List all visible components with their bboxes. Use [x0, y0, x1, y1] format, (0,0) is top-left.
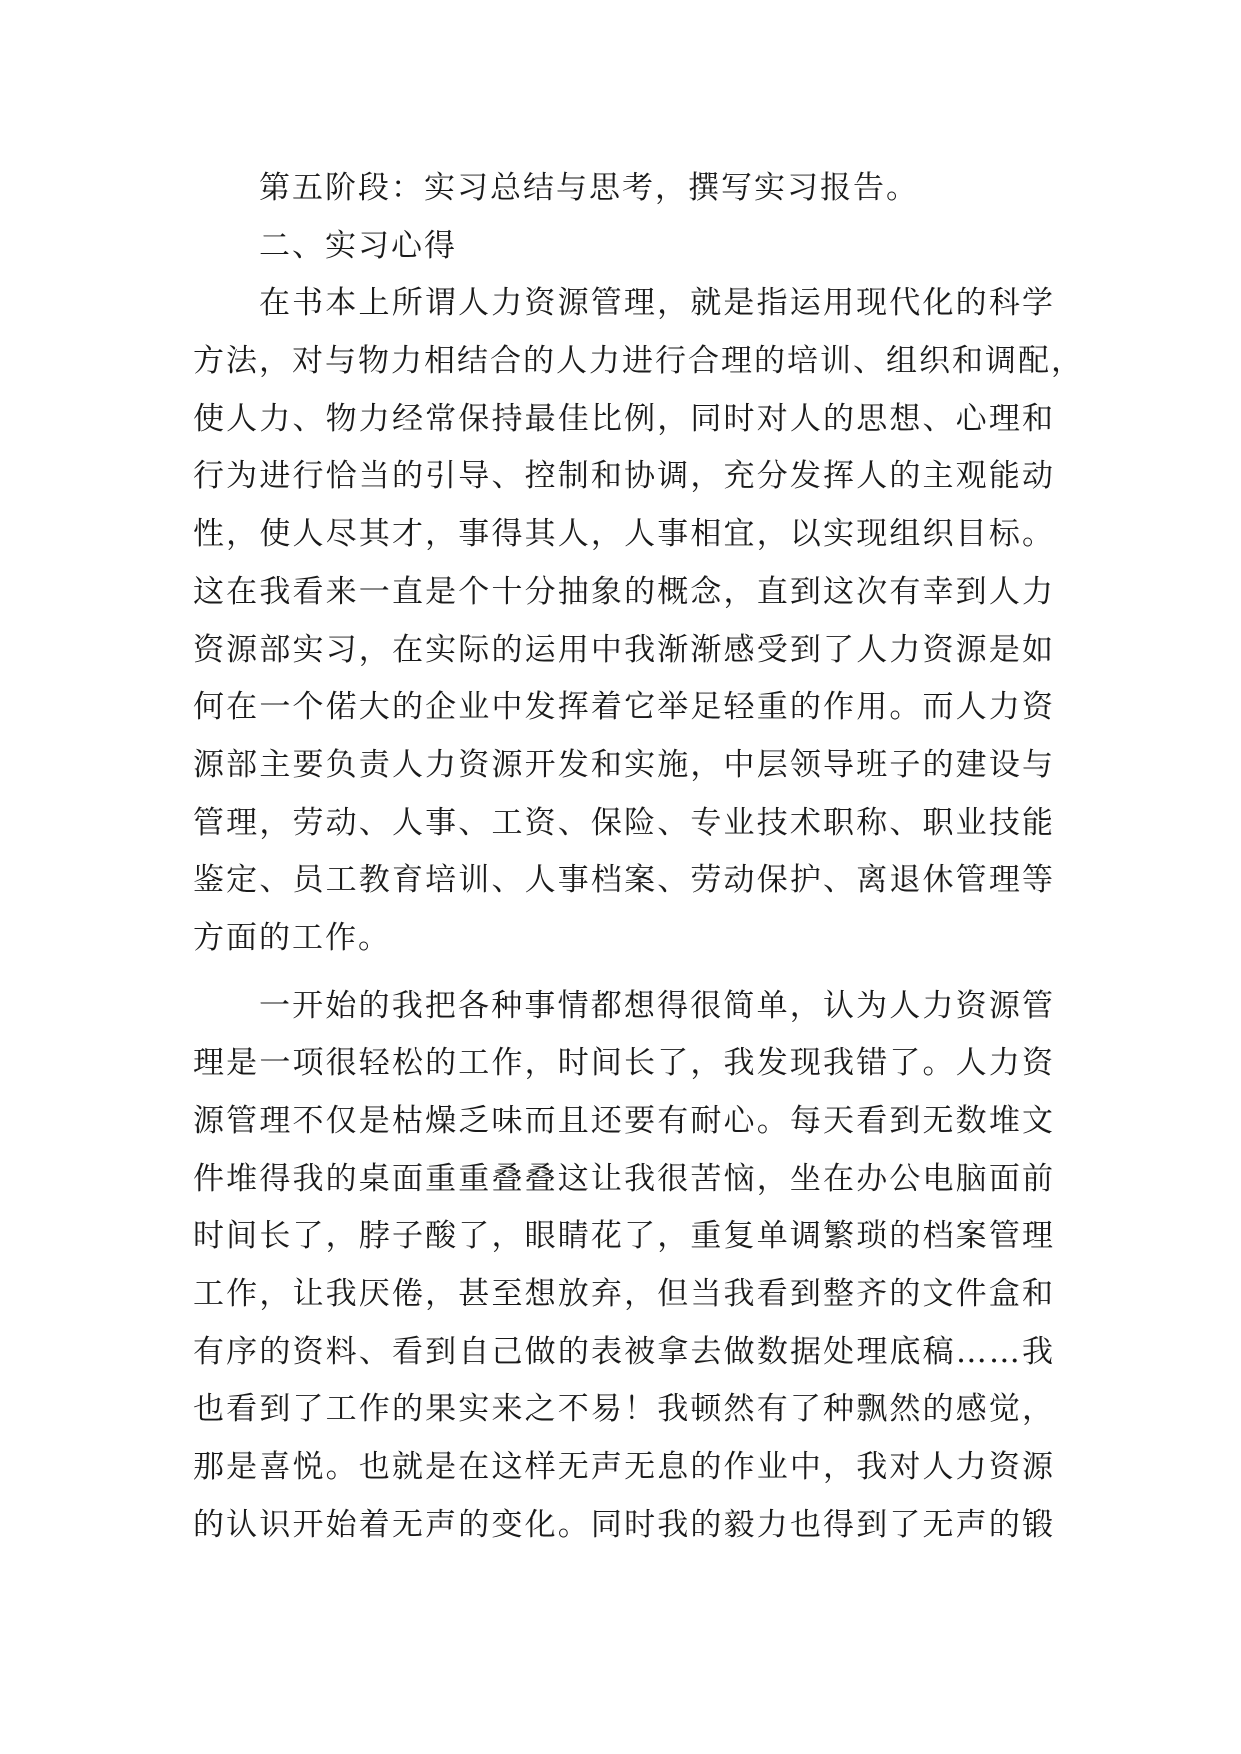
- paragraph-line: 在书本上所谓人力资源管理，就是指运用现代化的科学: [259, 285, 1055, 322]
- paragraph-line: 这在我看来一直是个十分抽象的概念，直到这次有幸到人力: [193, 573, 1055, 610]
- paragraph-line: 源部主要负责人力资源开发和实施，中层领导班子的建设与: [193, 746, 1055, 783]
- paragraph-line: 件堆得我的桌面重重叠叠这让我很苦恼，坐在办公电脑面前: [193, 1160, 1055, 1197]
- paragraph-line: 工作，让我厌倦，甚至想放弃，但当我看到整齐的文件盒和: [193, 1276, 1055, 1313]
- paragraph-line: 的认识开始着无声的变化。同时我的毅力也得到了无声的锻: [193, 1506, 1055, 1543]
- paragraph-gap: [193, 968, 1055, 978]
- paragraph-1: [193, 275, 1084, 967]
- paragraph-line: 鉴定、员工教育培训、人事档案、劳动保护、离退休管理等: [193, 862, 1055, 899]
- paragraph-line: 一开始的我把各种事情都想得很简单，认为人力资源管: [259, 987, 1055, 1024]
- paragraph-line: 源管理不仅是枯燥乏味而且还要有耐心。每天看到无数堆文: [193, 1103, 1055, 1139]
- document-body: [193, 160, 1084, 1555]
- paragraph-line: 资源部实习，在实际的运用中我渐渐感受到了人力资源是如: [193, 631, 1055, 668]
- paragraph-line: 理是一项很轻松的工作，时间长了，我发现我错了。人力资: [193, 1045, 1055, 1082]
- paragraph-line: 也看到了工作的果实来之不易！我顿然有了种飘然的感觉，: [193, 1391, 1055, 1428]
- paragraph-line: 方法，对与物力相结合的人力进行合理的培训、组织和调配，: [193, 343, 1084, 380]
- paragraph-line: 有序的资料、看到自己做的表被拿去做数据处理底稿……我: [193, 1333, 1055, 1370]
- paragraph-line: 何在一个偌大的企业中发挥着它举足轻重的作用。而人力资: [193, 689, 1055, 726]
- paragraph-line: 使人力、物力经常保持最佳比例，同时对人的思想、心理和: [193, 400, 1055, 437]
- paragraph-line: 那是喜悦。也就是在这样无声无息的作业中，我对人力资源: [193, 1449, 1055, 1486]
- paragraph-line: 行为进行恰当的引导、控制和协调，充分发挥人的主观能动: [193, 458, 1055, 495]
- stage-five-line: 第五阶段：实习总结与思考，撰写实习报告。: [259, 170, 919, 206]
- section-heading: 二、实习心得: [259, 227, 457, 264]
- paragraph-line: 管理，劳动、人事、工资、保险、专业技术职称、职业技能: [193, 804, 1055, 841]
- paragraph-line: 方面的工作。: [193, 919, 391, 956]
- paragraph-line: 时间长了，脖子酸了，眼睛花了，重复单调繁琐的档案管理: [193, 1218, 1055, 1255]
- paragraph-2: [193, 978, 1055, 1555]
- paragraph-line: 性，使人尽其才，事得其人，人事相宜，以实现组织目标。: [193, 516, 1055, 553]
